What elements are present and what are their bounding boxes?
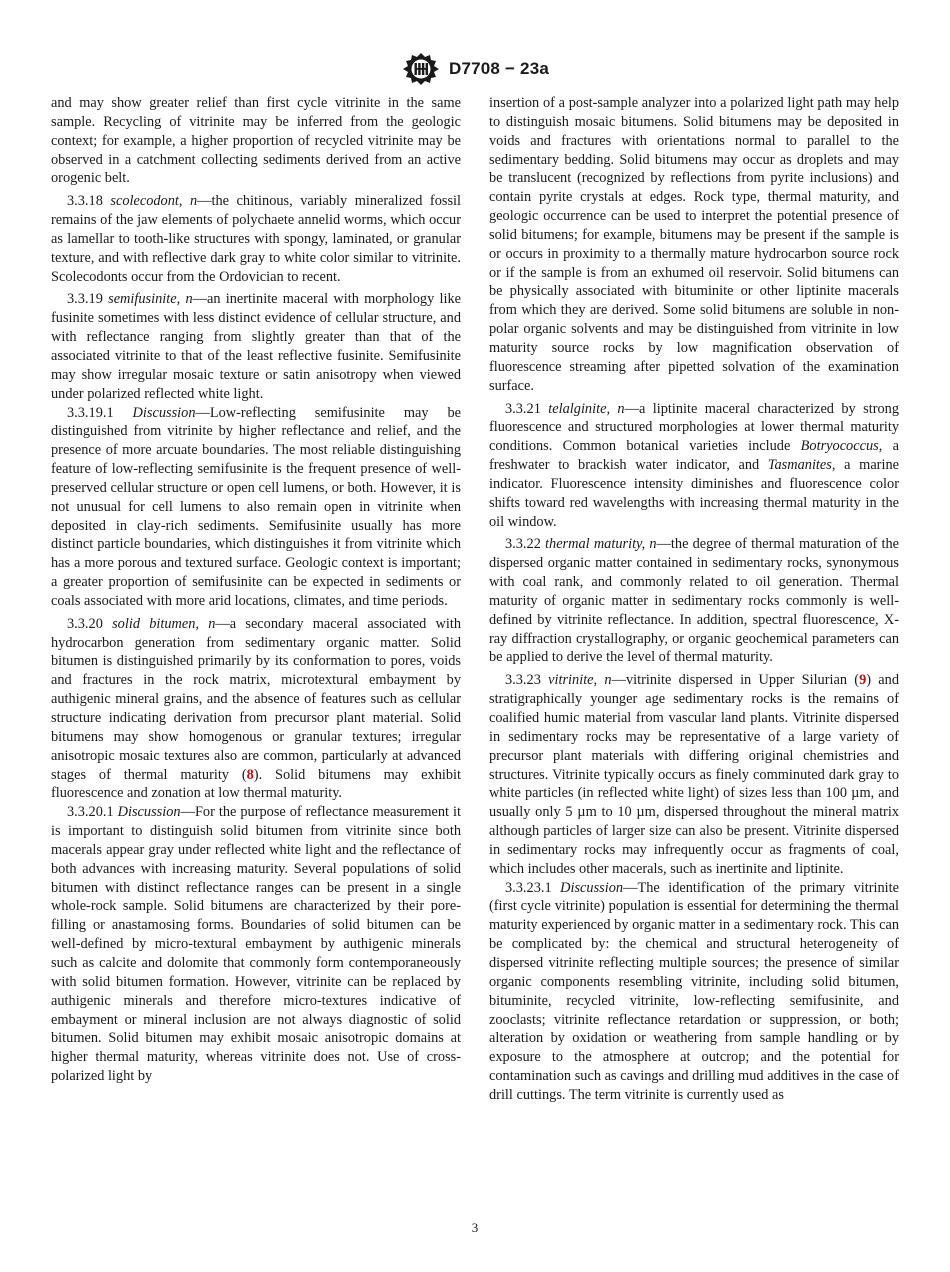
- section-number: 3.3.21: [505, 400, 541, 417]
- discussion-3-3-20-1: [51, 803, 461, 1086]
- continued-paragraph: and may show greater relief than first cycle vitrinite in the same sample. Recycling of vitrinite may be inferred from the geologic context; for example, a higher proportion of recycled vitrinite may be observed in a catchment collecting sediments derived from an active orogenic belt.: [51, 95, 461, 187]
- definition-3-3-23: [489, 671, 899, 878]
- defined-term: telalginite, n: [548, 400, 625, 417]
- genus-name: Tasmanites: [767, 457, 832, 474]
- discussion-3-3-19-1: [51, 404, 461, 611]
- left-column: [51, 94, 461, 1086]
- definition-text: , a marine indicator. Fluorescence intensity diminishes and fluorescence color shifts toward red wavelengths with increasing thermal maturity in the oil window.: [489, 457, 899, 530]
- section-number: 3.3.18: [67, 193, 103, 210]
- definition-text: , a freshwater to brackish water indicator, and: [489, 438, 899, 474]
- definition-3-3-20: [51, 615, 461, 803]
- document-designation: D7708 − 23a: [448, 59, 550, 78]
- definition-text: ) and stratigraphically younger age sedimentary rocks is the remains of coalified humic material from vascular land plants. Vitrinite dispersed in sedimentary rocks may be representative of a large variety of precursor plant materials with differing original chemistries and structures. Vitrinite typically occurs as finely comminuted dark gray to white particles (in reflected white light) of sizes less than 100 µm, and usually only 5 µm to 10 µm, dispersed throughout the mineral matrix although particles of larger size can also be present. Vitrinite dispersed in sedimentary rocks may infrequently occur as fragments of coal, which includes other macerals, such as inertinite and liptinite.: [489, 672, 900, 877]
- page-number: 3: [471, 1220, 479, 1235]
- definition-text: —vitrinite dispersed in Upper Silurian (: [611, 672, 860, 689]
- discussion-text: —The identification of the primary vitrinite (first cycle vitrinite) population is essential for determining the thermal maturity experienced by organic matter in a sedimentary rock. This can be complicated by: the chemical and structural heterogeneity of dispersed vitrinite reflecting multiple sources; the presence of similar organic components resembling vitrinite, including solid bitumen, bituminite, recycled vitrinite, low-reflecting semifusinite, and zooclasts; vitrinite reflectance retardation or suppression, or both; alteration by oxidation or weathering from sample handling or by exposure to the atmosphere at outcrop; and the potential for contamination such as cavings and drilling mud additives in the case of drill cuttings. The term vitrinite is currently used as: [489, 879, 899, 1103]
- defined-term: solid bitumen, n: [112, 615, 216, 632]
- discussion-label: Discussion: [117, 804, 181, 821]
- continued-paragraph: insertion of a post-sample analyzer into a polarized light path may help to distinguish mosaic bitumens. Solid bitumens may be deposited in voids and fractures with orientations normal to parallel to the sedimentary bedding. Solid bitumens may occur as droplets and may be translucent (recognized by reflections from pyrite inclusions) and contain pyrite crystals at edges. Rock type, thermal maturity, and geologic occurrence can be used to interpret the potential presence of solid bitumens; for example, bitumens may be present if the sample is or occurs in proximity to a thermally mature hydrocarbon source rock or if the sample is from an exhumed oil reservoir. Solid bitumens can be physically associated with bituminite or other liptinite macerals from which they are derived. Some solid bitumens are soluble in non-polar organic solvents and may be distinguished from vitrinite in low maturity source rocks by low magnification observation of fluorescence streaming after pipetted solvation of the examination surface.: [489, 95, 899, 394]
- definition-3-3-19: [51, 290, 461, 403]
- defined-term: semifusinite, n: [108, 291, 193, 308]
- section-number: 3.3.23.1: [505, 879, 552, 896]
- definition-text: —the degree of thermal maturation of the dispersed organic matter contained in sedimentary rocks, synonymous with coal rank, and commonly related to oil generation. Thermal maturity of organic matter in sedimentary rocks commonly is well-defined by vitrinite reflectance. In addition, spectral fluorescence, X-ray diffraction crystallography, or organic geochemical parameters can be applied to derive the level of thermal maturity.: [489, 536, 899, 666]
- section-number: 3.3.20.1: [67, 804, 114, 821]
- page-header: [0, 52, 950, 86]
- reference-link[interactable]: 9: [859, 672, 867, 689]
- right-column: [489, 94, 899, 1105]
- section-number: 3.3.19: [67, 291, 103, 308]
- genus-name: Botryococcus: [800, 438, 879, 455]
- discussion-text: —For the purpose of reflectance measurement it is important to distinguish solid bitumen from vitrinite since both macerals appear gray under reflected white light and the reflectance of both advances with increasing maturity. Several populations of solid bitumen with distinct reflectance ranges can be present in a single whole-rock sample. Solid bitumens are characterized by their pore-filling or anastamosing forms. Boundaries of solid bitumen can be well-defined by micro-textural embayment by authigenic minerals such as calcite and dolomite that commonly form contemporaneously with solid bitumen formation. However, vitrinite can be replaced by authigenic minerals and therefore micro-textures indicative of embayment or mineral inclusion are not always diagnostic of solid bitumen. Solid bitumen may exhibit mosaic anisotropic domains at higher thermal maturity, whereas vitrinite does not. Use of cross-polarized light by: [51, 804, 461, 1085]
- section-number: 3.3.19.1: [67, 404, 114, 421]
- defined-term: thermal maturity, n: [545, 536, 657, 553]
- discussion-3-3-23-1: [489, 879, 899, 1105]
- definition-text: —the chitinous, variably mineralized fossil remains of the jaw elements of polychaete annelid worms, which occur as lamellar to tooth-like structures with spongy, laminated, or granular texture, and with reflective dark gray to white color similar to vitrinite. Scolecodonts occur from the Ordovician to recent.: [51, 193, 461, 285]
- discussion-label: Discussion: [560, 879, 624, 896]
- defined-term: scolecodont, n: [110, 193, 198, 210]
- discussion-text: —Low-reflecting semifusinite may be distinguished from vitrinite by higher reflectance and relief, and the presence of more arcuate boundaries. The most reliable distinguishing feature of low-reflecting semifusinite is the frequent presence of well-preserved cellular structure or open cell lumens, or both. However, it is not unusual for cell lumens to also remain open in vitrinite when deposited in clay-rich sediments. Semifusinite usually has more distinct particle boundaries, which distinguishes it from vitrinite which has a more porous and textured surface. Geologic context is important; a greater proportion of semifusinite can be expected in sediments or coals associated with more arid locations, climates, and time periods.: [51, 404, 461, 609]
- astm-logo-icon: [401, 52, 441, 86]
- definition-text: —a liptinite maceral characterized by strong fluorescence and structured morphologies at lower thermal maturity conditions. Common botanical varieties include: [489, 400, 899, 455]
- reference-link[interactable]: 8: [246, 766, 254, 783]
- definition-3-3-21: [489, 400, 899, 532]
- definition-text: —an inertinite maceral with morphology like fusinite sometimes with less distinct evidence of cellular structure, and with reflectance ranging from slightly greater than that of the associated vitrinite to that of the least reflective fusinite. Semifusinite may show irregular mosaic texture or satin anisotropy when viewed under polarized reflected white light.: [51, 291, 462, 402]
- definition-text: ). Solid bitumens may exhibit fluorescence and zonation at low thermal maturity.: [51, 766, 462, 802]
- section-number: 3.3.22: [505, 536, 541, 553]
- definition-3-3-22: [489, 535, 899, 667]
- section-number: 3.3.20: [67, 615, 103, 632]
- definition-text: —a secondary maceral associated with hydrocarbon generation from sedimentary organic matter. Solid bitumen is distinguished primarily by its conformation to pores, voids and fractures in the rock matrix, microtextural embayment by authigenic mineral grains, and the absence of features such as cellular structure indicating derivation from precursor plant material. Solid bitumens may show homogenous or granular textures; irregular anisotropic mosaic textures also are common, particularly at advanced stages of thermal maturity (: [51, 615, 462, 783]
- discussion-label: Discussion: [132, 404, 196, 421]
- section-number: 3.3.23: [505, 672, 541, 689]
- defined-term: vitrinite, n: [548, 672, 612, 689]
- definition-3-3-18: [51, 192, 461, 286]
